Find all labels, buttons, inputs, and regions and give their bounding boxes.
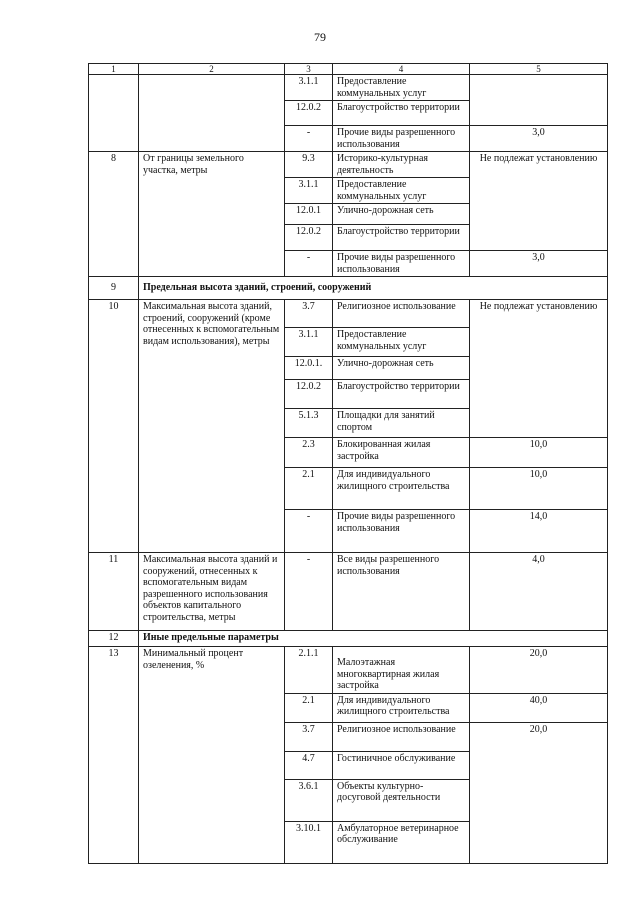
use-name: Благоустройство территории [333, 380, 470, 409]
use-code: 12.0.1. [285, 357, 333, 380]
value-cell: 3,0 [470, 126, 608, 152]
use-name: Улично-дорожная сеть [333, 357, 470, 380]
section-row [89, 277, 608, 300]
use-code: 4.7 [285, 751, 333, 779]
use-code: - [285, 553, 333, 631]
row-number-cell: 13 [89, 647, 139, 864]
use-name: Предоставление коммунальных услуг [333, 328, 470, 357]
use-code: 3.1.1 [285, 178, 333, 204]
row-number-cell: 9 [89, 277, 139, 300]
use-code: 2.1.1 [285, 647, 333, 694]
use-name: Малоэтажная многоквартирная жилая застройка [333, 647, 470, 694]
page-number: 79 [314, 30, 326, 44]
use-name: Улично-дорожная сеть [333, 204, 470, 225]
use-code: 12.0.2 [285, 101, 333, 126]
use-name: Благоустройство территории [333, 101, 470, 126]
use-name: Благоустройство территории [333, 225, 470, 251]
use-name: Прочие виды разрешенного использования [333, 126, 470, 152]
use-name: Историко-культурная деятельность [333, 152, 470, 178]
use-name: Амбулаторное ветеринарное обслуживание [333, 821, 470, 863]
table-row [89, 75, 608, 101]
use-code: 3.1.1 [285, 75, 333, 101]
header-row [89, 64, 608, 75]
value-cell: Не подлежат установлению [470, 152, 608, 251]
use-name: Предоставление коммунальных услуг [333, 75, 470, 101]
use-code: 3.7 [285, 722, 333, 751]
use-name: Объекты культурно-досуговой деятельности [333, 779, 470, 821]
use-code: - [285, 251, 333, 277]
value-cell: 4,0 [470, 553, 608, 631]
parameter-cell: От границы земельного участка, метры [139, 152, 285, 277]
use-code: 12.0.2 [285, 225, 333, 251]
use-name: Религиозное использование [333, 722, 470, 751]
use-name: Религиозное использование [333, 300, 470, 328]
use-name: Все виды разрешенного использования [333, 553, 470, 631]
row-number-cell: 12 [89, 631, 139, 647]
header-col-3: 3 [285, 64, 333, 75]
section-row [89, 631, 608, 647]
table-row [89, 152, 608, 178]
use-code: 2.1 [285, 693, 333, 722]
use-name: Для индивидуального жилищного строительства [333, 693, 470, 722]
use-name: Площадки для занятий спортом [333, 409, 470, 438]
value-cell: 20,0 [470, 722, 608, 863]
value-cell: Не подлежат установлению [470, 300, 608, 438]
use-name: Для индивидуального жилищного строительства [333, 468, 470, 510]
section-title: Иные предельные параметры [139, 631, 608, 647]
use-code: - [285, 126, 333, 152]
row-number-cell [89, 75, 139, 152]
use-name: Гостиничное обслуживание [333, 751, 470, 779]
use-name: Прочие виды разрешенного использования [333, 251, 470, 277]
value-cell: 10,0 [470, 468, 608, 510]
row-number-cell: 11 [89, 553, 139, 631]
row-number-cell: 8 [89, 152, 139, 277]
parameter-cell: Максимальная высота зданий и сооружений, отнесенных к вспомогательным видам разрешенного использования объектов капитального строительства, метры [139, 553, 285, 631]
table-row [89, 647, 608, 694]
use-code: 3.1.1 [285, 328, 333, 357]
header-col-5: 5 [470, 64, 608, 75]
row-number-cell: 10 [89, 300, 139, 553]
value-cell [470, 75, 608, 126]
use-code: 3.6.1 [285, 779, 333, 821]
use-code: 2.3 [285, 438, 333, 468]
parameters-table [88, 63, 608, 864]
use-name: Блокированная жилая застройка [333, 438, 470, 468]
value-cell: 20,0 [470, 647, 608, 694]
use-name: Предоставление коммунальных услуг [333, 178, 470, 204]
parameter-cell [139, 75, 285, 152]
parameter-cell: Минимальный процент озеленения, % [139, 647, 285, 864]
use-code: - [285, 510, 333, 553]
section-title: Предельная высота зданий, строений, сооружений [139, 277, 608, 300]
use-code: 2.1 [285, 468, 333, 510]
use-code: 3.10.1 [285, 821, 333, 863]
value-cell: 10,0 [470, 438, 608, 468]
value-cell: 14,0 [470, 510, 608, 553]
table-row [89, 300, 608, 328]
use-name: Прочие виды разрешенного использования [333, 510, 470, 553]
value-cell: 3,0 [470, 251, 608, 277]
use-code: 9.3 [285, 152, 333, 178]
header-col-1: 1 [89, 64, 139, 75]
header-col-4: 4 [333, 64, 470, 75]
table-row [89, 553, 608, 631]
header-col-2: 2 [139, 64, 285, 75]
parameter-cell: Максимальная высота зданий, строений, сооружений (кроме отнесенных к вспомогательным видам использования), метры [139, 300, 285, 553]
use-code: 3.7 [285, 300, 333, 328]
use-code: 12.0.2 [285, 380, 333, 409]
value-cell: 40,0 [470, 693, 608, 722]
use-code: 5.1.3 [285, 409, 333, 438]
use-code: 12.0.1 [285, 204, 333, 225]
